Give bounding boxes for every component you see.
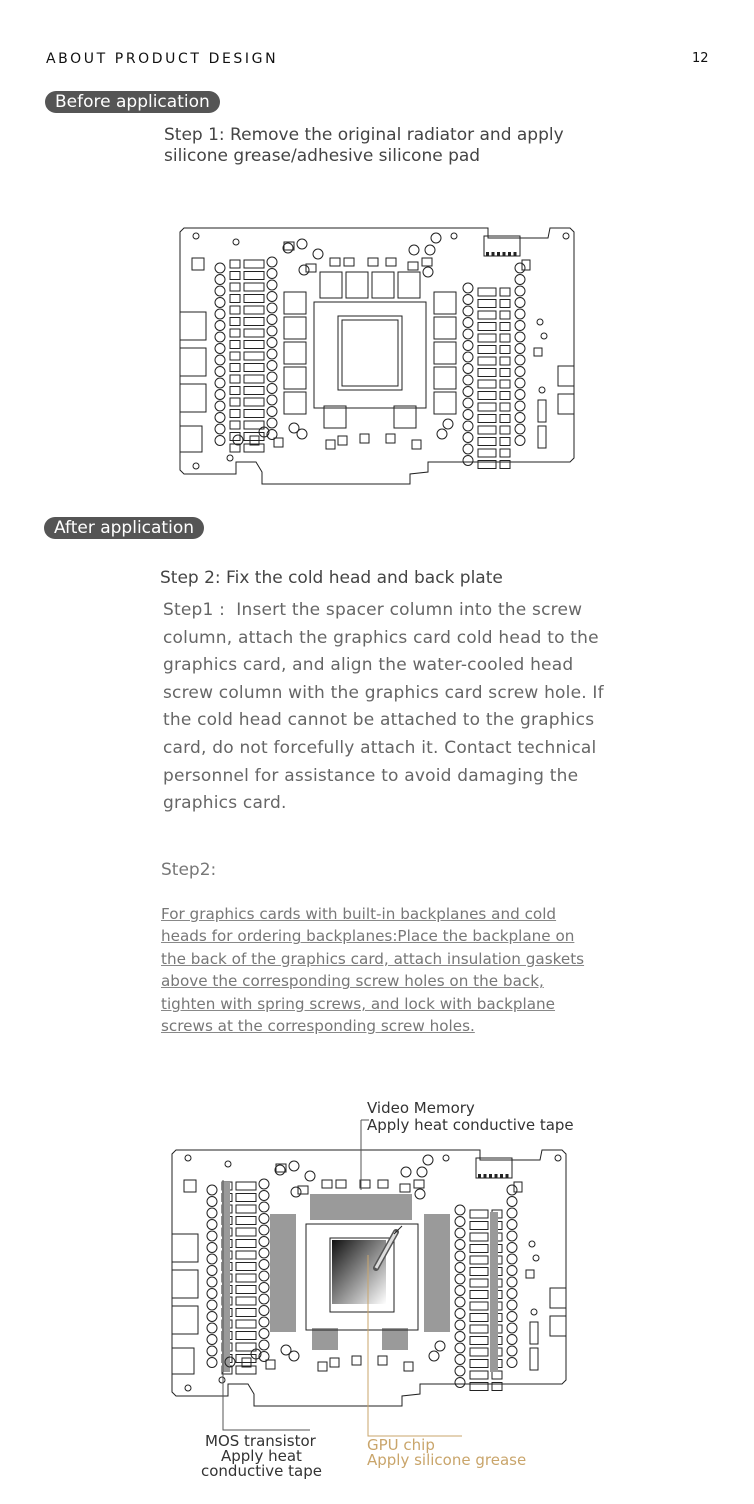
- step1-line1: Step 1: Remove the original radiator and apply: [164, 125, 564, 145]
- step2-heading: Step 2: Fix the cold head and back plate: [160, 568, 503, 588]
- video-memory-instruction: Apply heat conductive tape: [367, 1116, 574, 1134]
- step1-line2: silicone grease/adhesive silicone pad: [164, 146, 481, 166]
- video-memory-label: Video Memory: [367, 1099, 475, 1117]
- step2-sub-heading: Step2:: [161, 860, 217, 880]
- mos-instruction-1: Apply heat: [221, 1447, 302, 1465]
- step2-body-text: Step1 : Insert the spacer column into the screw column, attach the graphics card cold head to the graphics card, and align the water-cooled head screw column with the graphics card screw hole. If the cold head cannot be attached to the graphics card, do not forcefully attach it. Contact technical personnel for assistance to avoid damaging the graphics card.: [163, 600, 604, 814]
- before-application-badge: Before application: [45, 91, 220, 113]
- gpu-chip-instruction: Apply silicone grease: [367, 1451, 527, 1469]
- page-number: 12: [692, 51, 709, 66]
- step2-backplane-instructions: For graphics cards with built-in backplanes and cold heads for ordering backplanes:Place the backplane on the back of the graphics card, attach insulation gaskets above the corresponding screw holes on the back, tighten with spring screws, and lock with backplane screws at the corresponding screw holes.: [161, 905, 585, 1036]
- mos-instruction-2: conductive tape: [201, 1462, 322, 1480]
- gpu-chip-label: GPU chip: [367, 1436, 435, 1454]
- page-header-title: ABOUT PRODUCT DESIGN: [46, 51, 279, 67]
- after-application-badge: After application: [44, 517, 204, 539]
- mos-transistor-label: MOS transistor: [205, 1432, 316, 1450]
